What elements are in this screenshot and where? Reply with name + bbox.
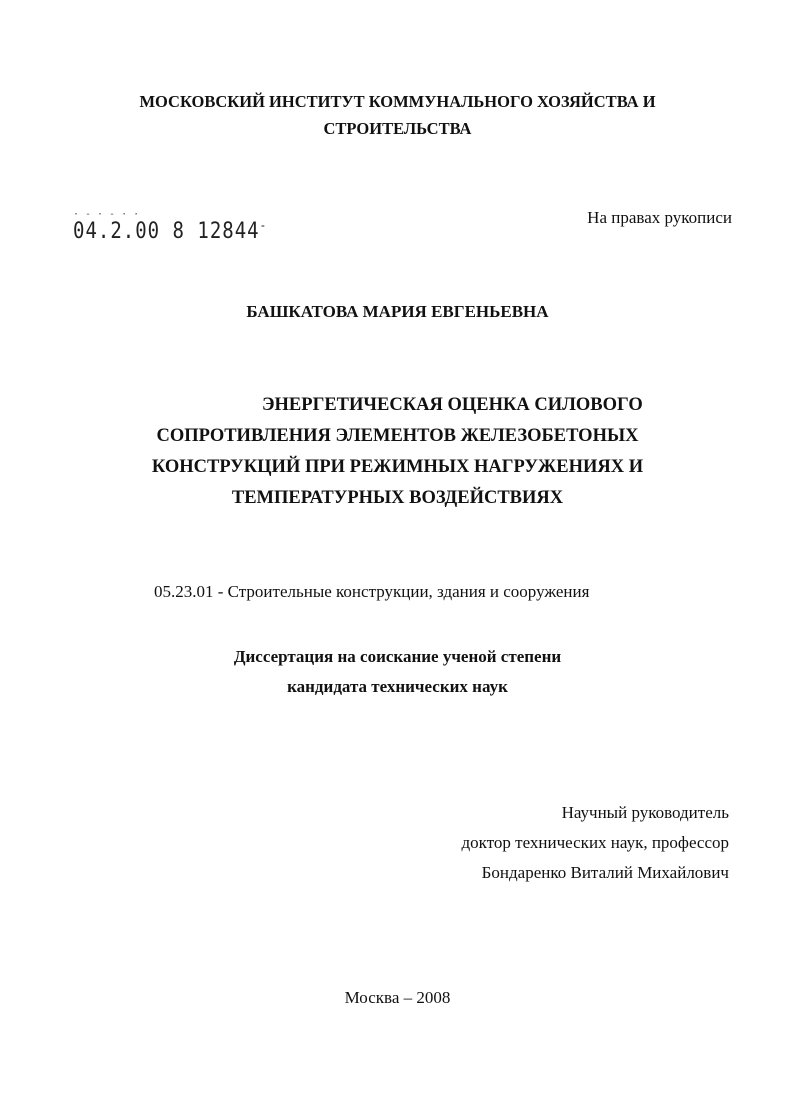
specialty-code: 05.23.01 - Строительные конструкции, здания и сооружения: [154, 582, 590, 601]
author-name: БАШКАТОВА МАРИЯ ЕВГЕНЬЕВНА: [246, 302, 549, 321]
archive-stamp-digits: 04.2.00 8 12844: [73, 218, 260, 244]
archive-stamp-number: [73, 218, 267, 244]
manuscript-note: На правах рукописи: [587, 208, 732, 227]
archive-stamp-mark: -: [259, 218, 268, 233]
degree-line1: Диссертация на соискание ученой степени: [233, 647, 562, 666]
thesis-title-line4: ТЕМПЕРАТУРНЫХ ВОЗДЕЙСТВИЯХ: [231, 488, 564, 508]
supervisor-degree: доктор технических наук, профессор: [461, 833, 729, 852]
thesis-title-line1: ЭНЕРГЕТИЧЕСКАЯ ОЦЕНКА СИЛОВОГО: [262, 395, 643, 415]
stamp-dots: ·-·-··: [73, 209, 146, 220]
supervisor-role: Научный руководитель: [561, 803, 729, 822]
thesis-title-line2: СОПРОТИВЛЕНИЯ ЭЛЕМЕНТОВ ЖЕЛЕЗОБЕТОНЫХ: [156, 426, 639, 446]
degree-line2: кандидата технических наук: [287, 677, 508, 696]
thesis-title-line3: КОНСТРУКЦИЙ ПРИ РЕЖИМНЫХ НАГРУЖЕНИЯХ И: [151, 457, 644, 477]
institute-name-line1: МОСКОВСКИЙ ИНСТИТУТ КОММУНАЛЬНОГО ХОЗЯЙСТВА И: [139, 92, 656, 111]
supervisor-name: Бондаренко Виталий Михайлович: [481, 863, 729, 882]
city-year: Москва – 2008: [344, 988, 451, 1007]
institute-name-line2: СТРОИТЕЛЬСТВА: [323, 119, 472, 138]
